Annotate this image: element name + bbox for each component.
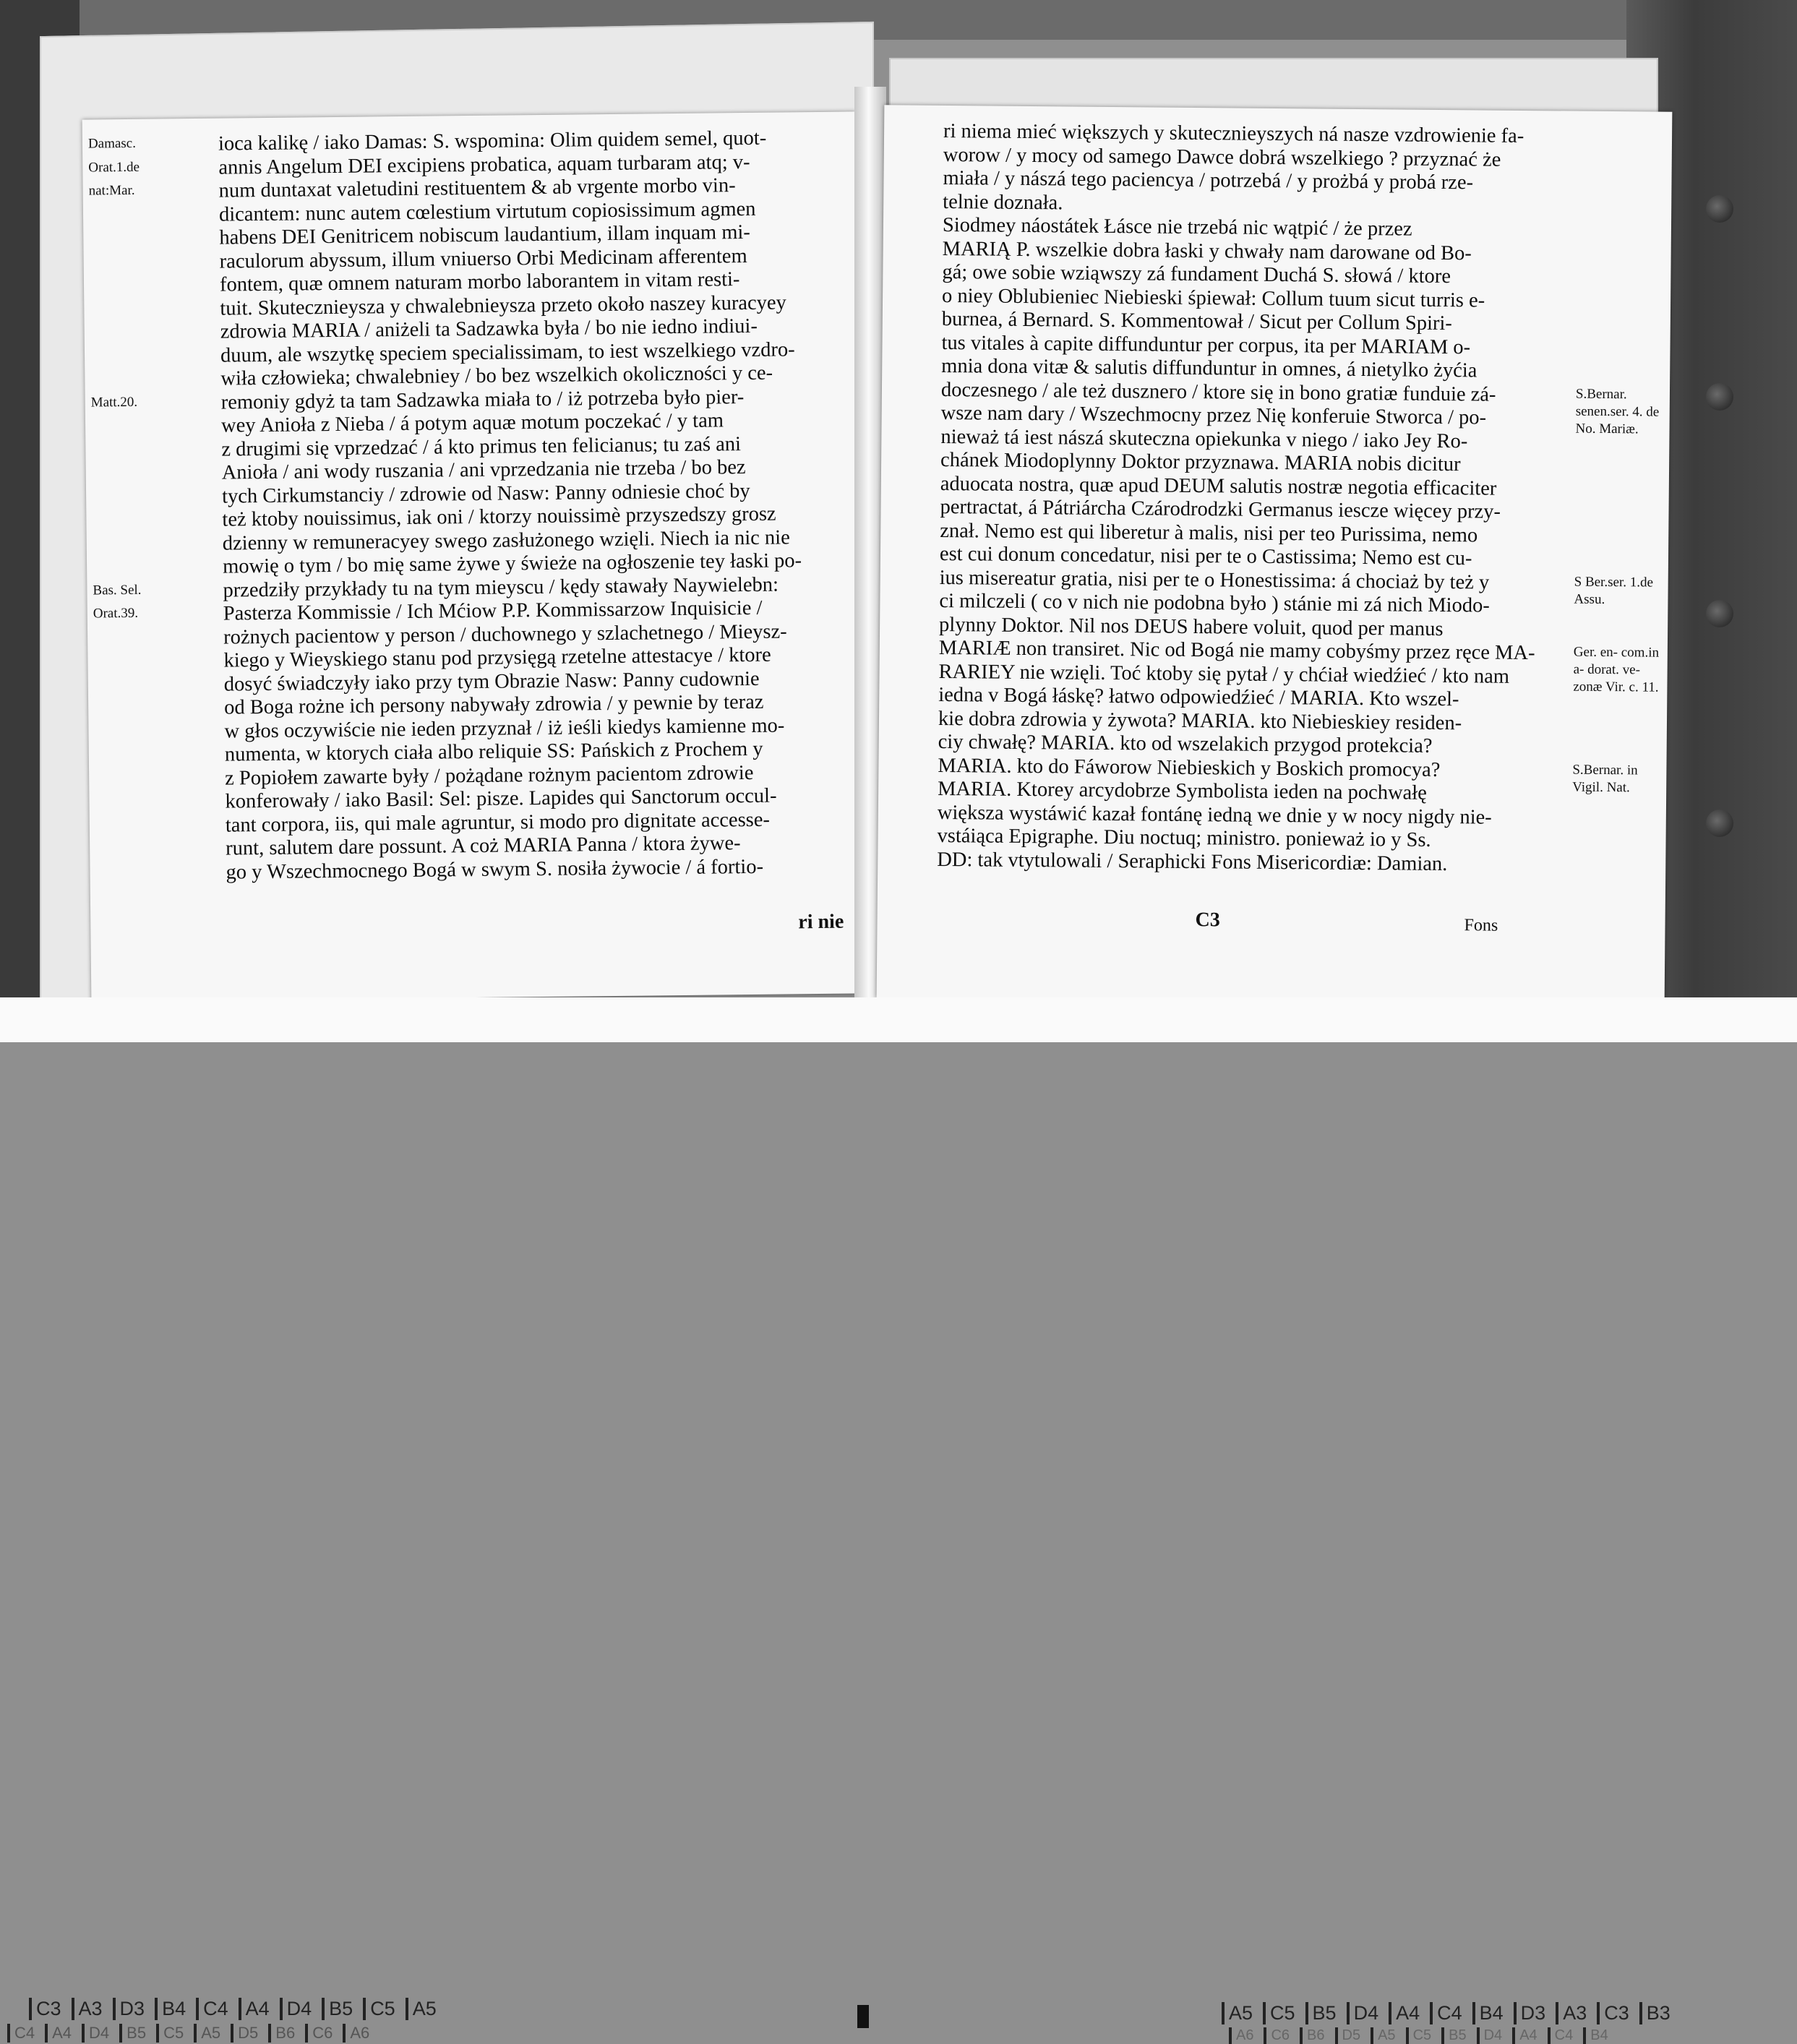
text-line: vstáiąca Epigraphe. Diu noctuq; ministro. ponieważ io y Ss. <box>937 824 1431 851</box>
text-line: Anioła / ani wody ruszania / ani vprzedzania nie trzeba / bo bez <box>221 456 746 484</box>
left-page-body <box>218 126 848 885</box>
text-line: wsze nam dary / Wszechmocny przez Nię konferuie Stworca / po- <box>940 401 1487 429</box>
text-line: gá; owe sobie wziąwszy zá fundament Duchá S. słowá / ktore <box>942 260 1451 288</box>
text-line: runt, salutem dare possunt. A coż MARIA Panna / ktora żywe- <box>226 832 741 860</box>
text-line: Pasterza Kommissie / Ich Mćiow P.P. Kommissarzow Inquisicie / <box>223 596 763 625</box>
calibration-label: A4 <box>45 2024 76 2043</box>
calibration-label: C4 <box>1548 2027 1578 2044</box>
text-line: tuit. Skutecznieysza y chwalebnieysza przeto około naszey kuracyey <box>220 291 786 320</box>
calibration-label: B6 <box>268 2024 299 2043</box>
calibration-label: B4 <box>1472 2002 1508 2024</box>
calibration-label: B5 <box>1305 2002 1341 2024</box>
center-registration-mark <box>857 2005 869 2028</box>
calibration-label: D4 <box>82 2024 113 2043</box>
right-page-body <box>937 120 1578 901</box>
text-line: mnia dona vitæ & salutis diffunduntur in omnes, á nietylko żyćia <box>941 354 1478 382</box>
text-line: est cui donum concedatur, nisi per te o Castissima; Nemo est cu- <box>939 542 1472 570</box>
text-line: numenta, w ktorych ciała albo reliquie SS: Pańskich z Prochem y <box>224 737 763 766</box>
text-line: telnie doznała. <box>943 190 1063 214</box>
text-line: znał. Nemo est qui liberetur à malis, nisi per teo Purissima, nemo <box>940 519 1478 546</box>
calibration-label: C4 <box>7 2024 39 2043</box>
calibration-label: A4 <box>239 1998 274 2020</box>
margin-note: Bas. Sel. <box>93 582 142 598</box>
calibration-label: B3 <box>1639 2002 1675 2024</box>
margin-note: S Ber.ser. 1.de Assu. <box>1574 574 1654 607</box>
text-line: ius misereatur gratia, nisi per te o Honestissima: á chociaż by też y <box>939 566 1490 594</box>
text-line: dzienny w remuneracyey swego zasłużonego wzięli. Niech ia nic nie <box>222 525 790 555</box>
text-line: większa wystáwić kazał fontánę iedną we dnie y w nocy nigdy nie- <box>937 801 1492 829</box>
text-line: wey Anioła z Nieba / á potym aquæ motum poczekać / y tam <box>220 409 724 437</box>
left-margin-notes <box>87 134 168 622</box>
text-line: DD: tak vtytulowali / Seraphicki Fons Misericordiæ: Damian. <box>937 848 1448 875</box>
calibration-label: D4 <box>1477 2027 1507 2044</box>
calibration-label: A4 <box>1389 2002 1424 2024</box>
margin-note: Orat.39. <box>93 605 139 622</box>
signature-mark: C3 <box>1195 909 1220 932</box>
calibration-label: C6 <box>305 2024 337 2043</box>
calibration-label: B5 <box>1441 2027 1470 2044</box>
calibration-label: D3 <box>1514 2002 1551 2024</box>
calibration-row-left-top <box>29 1998 447 2020</box>
left-page <box>82 111 865 1001</box>
text-line: z drugimi się vprzedzać / á kto primus ten felicianus; tu zaś ani <box>221 432 742 461</box>
calibration-label: C5 <box>1406 2027 1436 2044</box>
text-line: o niey Oblubieniec Niebieski śpiewał: Collum tuum sicut turris e- <box>941 284 1485 312</box>
text-line: MARIĄ P. wszelkie dobra łaski y chwały nam darowane od Bo- <box>942 237 1472 265</box>
text-line: miała / y nászá tego paciencya / potrzebá / y prożbá y probá rze- <box>943 166 1474 194</box>
rivet-icon <box>1706 383 1733 411</box>
calibration-label: A6 <box>343 2024 374 2043</box>
calibration-label: C5 <box>1263 2002 1300 2024</box>
rivet-icon <box>1706 810 1733 837</box>
calibration-label: B6 <box>1300 2027 1329 2044</box>
text-line: go y Wszechmocnego Bogá w swym S. nosiła żywocie / á fortio- <box>226 855 764 884</box>
text-line: rożnych pacientow y person / duchownego y szlachetnego / Mieysz- <box>223 619 787 649</box>
calibration-label: A3 <box>72 1998 107 2020</box>
text-line: iedna v Bogá łáskę? łatwo odpowiedźieć / MARIA. Kto wszel- <box>938 683 1459 711</box>
text-line: burnea, á Bernard. S. Kommentował / Sicut per Collum Spiri- <box>941 307 1452 335</box>
text-line: tant corpora, iis, qui male agruntur, si modo pro dignitate accesse- <box>225 808 771 837</box>
calibration-row-right-top <box>1222 2002 1681 2024</box>
right-margin-notes <box>1572 127 1665 795</box>
text-line: ri niema mieć większych y skutecznieyszych ná nasze vzdrowienie fa- <box>943 119 1524 147</box>
calibration-row-right-bottom <box>1229 2027 1618 2044</box>
calibration-label: B5 <box>322 1998 357 2020</box>
text-line: remoniy gdyż ta tam Sadzawka miała to / iż potrzeba było pier- <box>220 385 745 414</box>
calibration-row-left-bottom <box>7 2024 379 2043</box>
text-line: habens DEI Genitricem nobiscum laudantium, illam inquam mi- <box>219 220 751 249</box>
text-line: ioca kalikę / iako Damas: S. wspomina: Olim quidem semel, quot- <box>218 126 767 155</box>
calibration-label: A5 <box>406 1998 441 2020</box>
calibration-label: B5 <box>119 2024 150 2043</box>
text-line: kiego y Wieyskiego stanu pod przysięgą rzetelne attestacye / ktore <box>223 643 771 672</box>
text-line: chánek Miodoplynny Doktor przyznawa. MARIA nobis dicitur <box>940 448 1461 476</box>
calibration-label: A4 <box>1512 2027 1541 2044</box>
text-line: z Popiołem zawarte były / pożądane rożnym pacientom zdrowie <box>225 761 754 790</box>
text-line: od Boga rożne ich persony nabywały zdrowia / y pewnie by teraz <box>224 690 764 719</box>
text-line: MARIA. Ktorey arcydobrze Symbolista ieden na pochwałę <box>938 777 1427 804</box>
calibration-label: A5 <box>194 2024 225 2043</box>
margin-note: S.Bernar. in Vigil. Nat. <box>1572 762 1638 795</box>
text-line: też ktoby nouissimus, iak oni / ktorzy nouissimè przyszedszy grosz <box>222 502 776 531</box>
calibration-label: C6 <box>1264 2027 1294 2044</box>
text-line: aduocata nostra, quæ apud DEUM salutis nostræ negotia efficaciter <box>940 472 1497 500</box>
calibration-label: C4 <box>196 1998 233 2020</box>
calibration-label: D5 <box>1335 2027 1365 2044</box>
text-line: konferowały / iako Basil: Sel: pisze. Lapides qui Sanctorum occul- <box>225 784 777 813</box>
text-line: MARIÆ non transiret. Nic od Bogá nie mamy cobyśmy przez ręce MA- <box>938 636 1535 665</box>
text-line: zdrowia MARIA / aniżeli ta Sadzawka była / bo nie iedno indiui- <box>220 314 758 343</box>
margin-note: Ger. en- com.in a- dorat. ve- zonæ Vir. c. 11. <box>1573 644 1660 695</box>
margin-note: Damasc. <box>87 135 137 152</box>
text-line: tych Cirkumstanciy / zdrowie od Nasw: Panny odniesie choć by <box>221 479 750 508</box>
rivet-icon <box>1706 600 1733 627</box>
calibration-label: D5 <box>231 2024 262 2043</box>
text-line: doczesnego / ale też duszneго / ktore się in bono gratiæ funduie zá- <box>940 378 1496 406</box>
text-line: ci milczeli ( co v nich nie podobna było ) stánie mi zá nich Miodo- <box>939 589 1490 617</box>
text-line <box>937 872 1571 901</box>
text-line: MARIA. kto do Fáworow Niebieskich y Boskich promocya? <box>938 754 1441 781</box>
text-line: Siodmey náostátek Łásce nie trzebá nic wątpić / że przez <box>942 213 1412 241</box>
text-line: kie dobra zdrowia y żywota? MARIA. kto Niebieskiey residen- <box>938 707 1462 734</box>
text-line: dosyć świadczyły iako przy tym Obrazie Nasw: Panny cudownie <box>223 667 760 696</box>
calibration-label: D3 <box>113 1998 150 2020</box>
calibration-label: D4 <box>280 1998 317 2020</box>
calibration-label: B4 <box>1583 2027 1612 2044</box>
calibration-label: B4 <box>155 1998 190 2020</box>
margin-note: S.Bernar. senen.ser. 4. de No. Mariæ. <box>1575 386 1660 437</box>
margin-note: Orat.1.de <box>88 159 140 176</box>
text-line: w głos oczywiście nie ieden przyznał / iż ieśli kiedys kamienne mo- <box>224 714 785 743</box>
text-line: raculorum abyssum, illum vniuerso Orbi Medicinam afferentem <box>219 244 747 273</box>
text-line: tus vitales à capite diffunduntur per corpus, ita per MARIAM o- <box>941 331 1471 358</box>
right-page <box>877 105 1673 1004</box>
text-line: przedziły przykłady tu na tym mieyscu / kędy stawały Naywielebn: <box>223 573 779 602</box>
text-line: plynny Doktor. Nil nos DEUS habere voluit, quod per manus <box>939 613 1444 640</box>
calibration-label: C3 <box>1597 2002 1634 2024</box>
text-line: duum, ale wszytkę speciem specialissimam, to iest wszelkiego vzdro- <box>220 338 795 367</box>
calibration-label: A5 <box>1371 2027 1399 2044</box>
text-line: wiła człowieka; chwalebniey / bo bez wszelkich okoliczności y ce- <box>220 361 773 390</box>
margin-note: nat:Mar. <box>88 182 135 199</box>
right-catchword: Fons <box>1464 916 1498 935</box>
text-line: worow / y mocy od samego Dawce dobrá wszelkiego ? przyznać że <box>943 143 1501 171</box>
color-calibration-bar <box>0 997 1797 2043</box>
calibration-label: C5 <box>156 2024 188 2043</box>
margin-note: Matt.20. <box>90 394 138 411</box>
calibration-label: D4 <box>1347 2002 1384 2024</box>
calibration-label: A6 <box>1229 2027 1258 2044</box>
text-line: num duntaxat valetudini restituentem & ab vrgente morbo vin- <box>218 174 736 202</box>
left-catchword: ri nie <box>798 910 844 934</box>
calibration-label: A5 <box>1222 2002 1257 2024</box>
text-line: fontem, quæ omnem naturam morbo laborantem in vitam resti- <box>219 268 740 296</box>
calibration-label: A3 <box>1556 2002 1591 2024</box>
calibration-label: C5 <box>363 1998 400 2020</box>
text-line: dicantem: nunc autem cœlestium virtutum copiosissimum agmen <box>218 197 756 226</box>
text-line: mowię o tym / bo mię same żywe y świeże na ogłoszenie tey łaski po- <box>222 549 802 578</box>
text-line: RARIEY nie wzięli. Toć ktoby się pytał / y chćiał wiedźieć / kto nam <box>938 660 1510 688</box>
text-line: annis Angelum DEI excipiens probatica, aquam turbaram atq; v- <box>218 150 750 179</box>
calibration-label: C3 <box>29 1998 66 2020</box>
calibration-label: C4 <box>1430 2002 1467 2024</box>
text-line: pertractat, á Pátriárcha Czárodrodzki Germanus iescze więcey przy- <box>940 495 1501 523</box>
rivet-icon <box>1706 195 1733 223</box>
text-line: nieważ tá iest nászá skuteczna opiekunka v niego / iako Jey Ro- <box>940 425 1468 452</box>
text-line: ciy chwałę? MARIA. kto od wszelakich przygod protekcia? <box>938 730 1433 757</box>
